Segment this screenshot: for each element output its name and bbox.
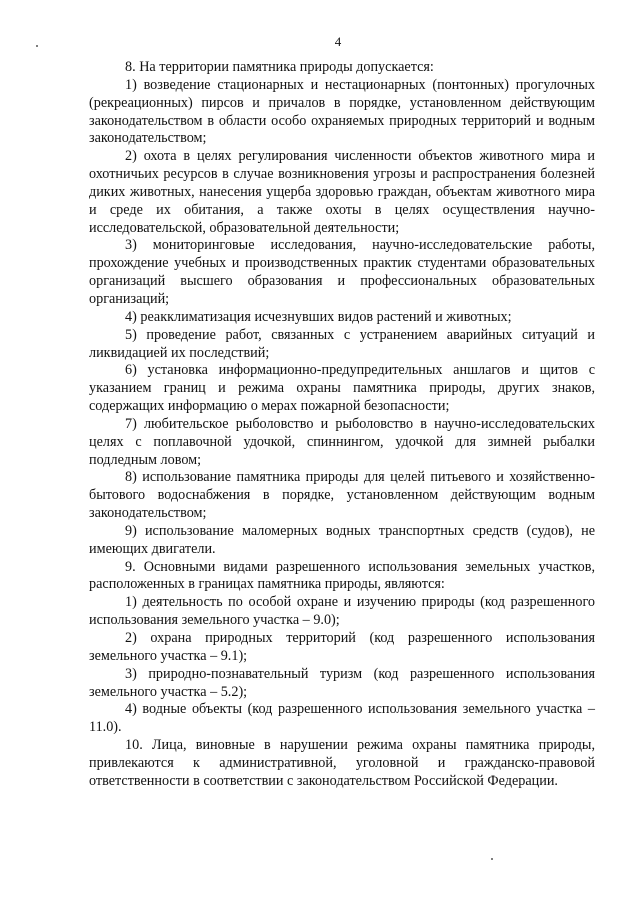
list-item: 4) водные объекты (код разрешенного использования земельного участка – 11.0). [89,701,595,736]
list-item: 6) установка информационно-предупредительных аншлагов и щитов с указанием границ и режима охраны памятника природы, других знаков, содержащих информацию о мерах пожарной безопасности; [89,362,595,415]
list-item: 1) деятельность по особой охране и изучению природы (код разрешенного использования земельного участка – 9.0); [89,594,595,629]
page-number: 4 [334,34,342,49]
section-heading: 9. Основными видами разрешенного использования земельных участков, расположенных в границах памятника природы, являются: [89,558,595,593]
list-item: 2) охота в целях регулирования численности объектов животного мира и охотничьих ресурсов в случае возникновения угрозы и распространения болезней диких животных, нанесения ущерба здоровью граждан, объектам животного мира и среде их обитания, а также охоты в целях осуществления научно-исследовательской, образовательной деятельности; [89,148,595,236]
list-item: 3) мониторинговые исследования, научно-исследовательские работы, прохождение учебных и производственных практик студентами образовательных организаций высшего образования и профессиональных образовательных организаций; [89,237,595,307]
list-item: 1) возведение стационарных и нестационарных (понтонных) прогулочных (рекреационных) пирсов и причалов в порядке, установленном действующим законодательством в области особо охраняемых природных территорий и водным законодательством; [89,76,595,147]
list-item: 2) охрана природных территорий (код разрешенного использования земельного участка – 9.1); [89,630,595,664]
list-item: 4) реакклиматизация исчезнувших видов растений и животных; [125,308,512,325]
list-item: 3) природно-познавательный туризм (код разрешенного использования земельного участка – 5.2); [89,665,595,700]
section-heading: 8. На территории памятника природы допускается: [125,59,434,75]
section-paragraph: 10. Лица, виновные в нарушении режима охраны памятника природы, привлекаются к административной, уголовной и гражданско-правовой ответственности в соответствии с законодательством Российской Федерации. [89,737,595,789]
scan-speck [36,45,38,47]
list-item: 7) любительское рыболовство и рыболовство в научно-исследовательских целях с поплавочной удочкой, спиннингом, удочкой для зимней рыбалки подледным ловом; [89,415,595,468]
document-body [89,59,595,791]
list-item: 8) использование памятника природы для целей питьевого и хозяйственно-бытового водоснабжения в порядке, установленном действующим водным законодательством; [89,469,595,522]
scan-speck [491,858,493,860]
list-item: 5) проведение работ, связанных с устранением аварийных ситуаций и ликвидацией их последствий; [89,326,595,361]
list-item: 9) использование маломерных водных транспортных средств (судов), не имеющих двигатели. [89,522,595,557]
